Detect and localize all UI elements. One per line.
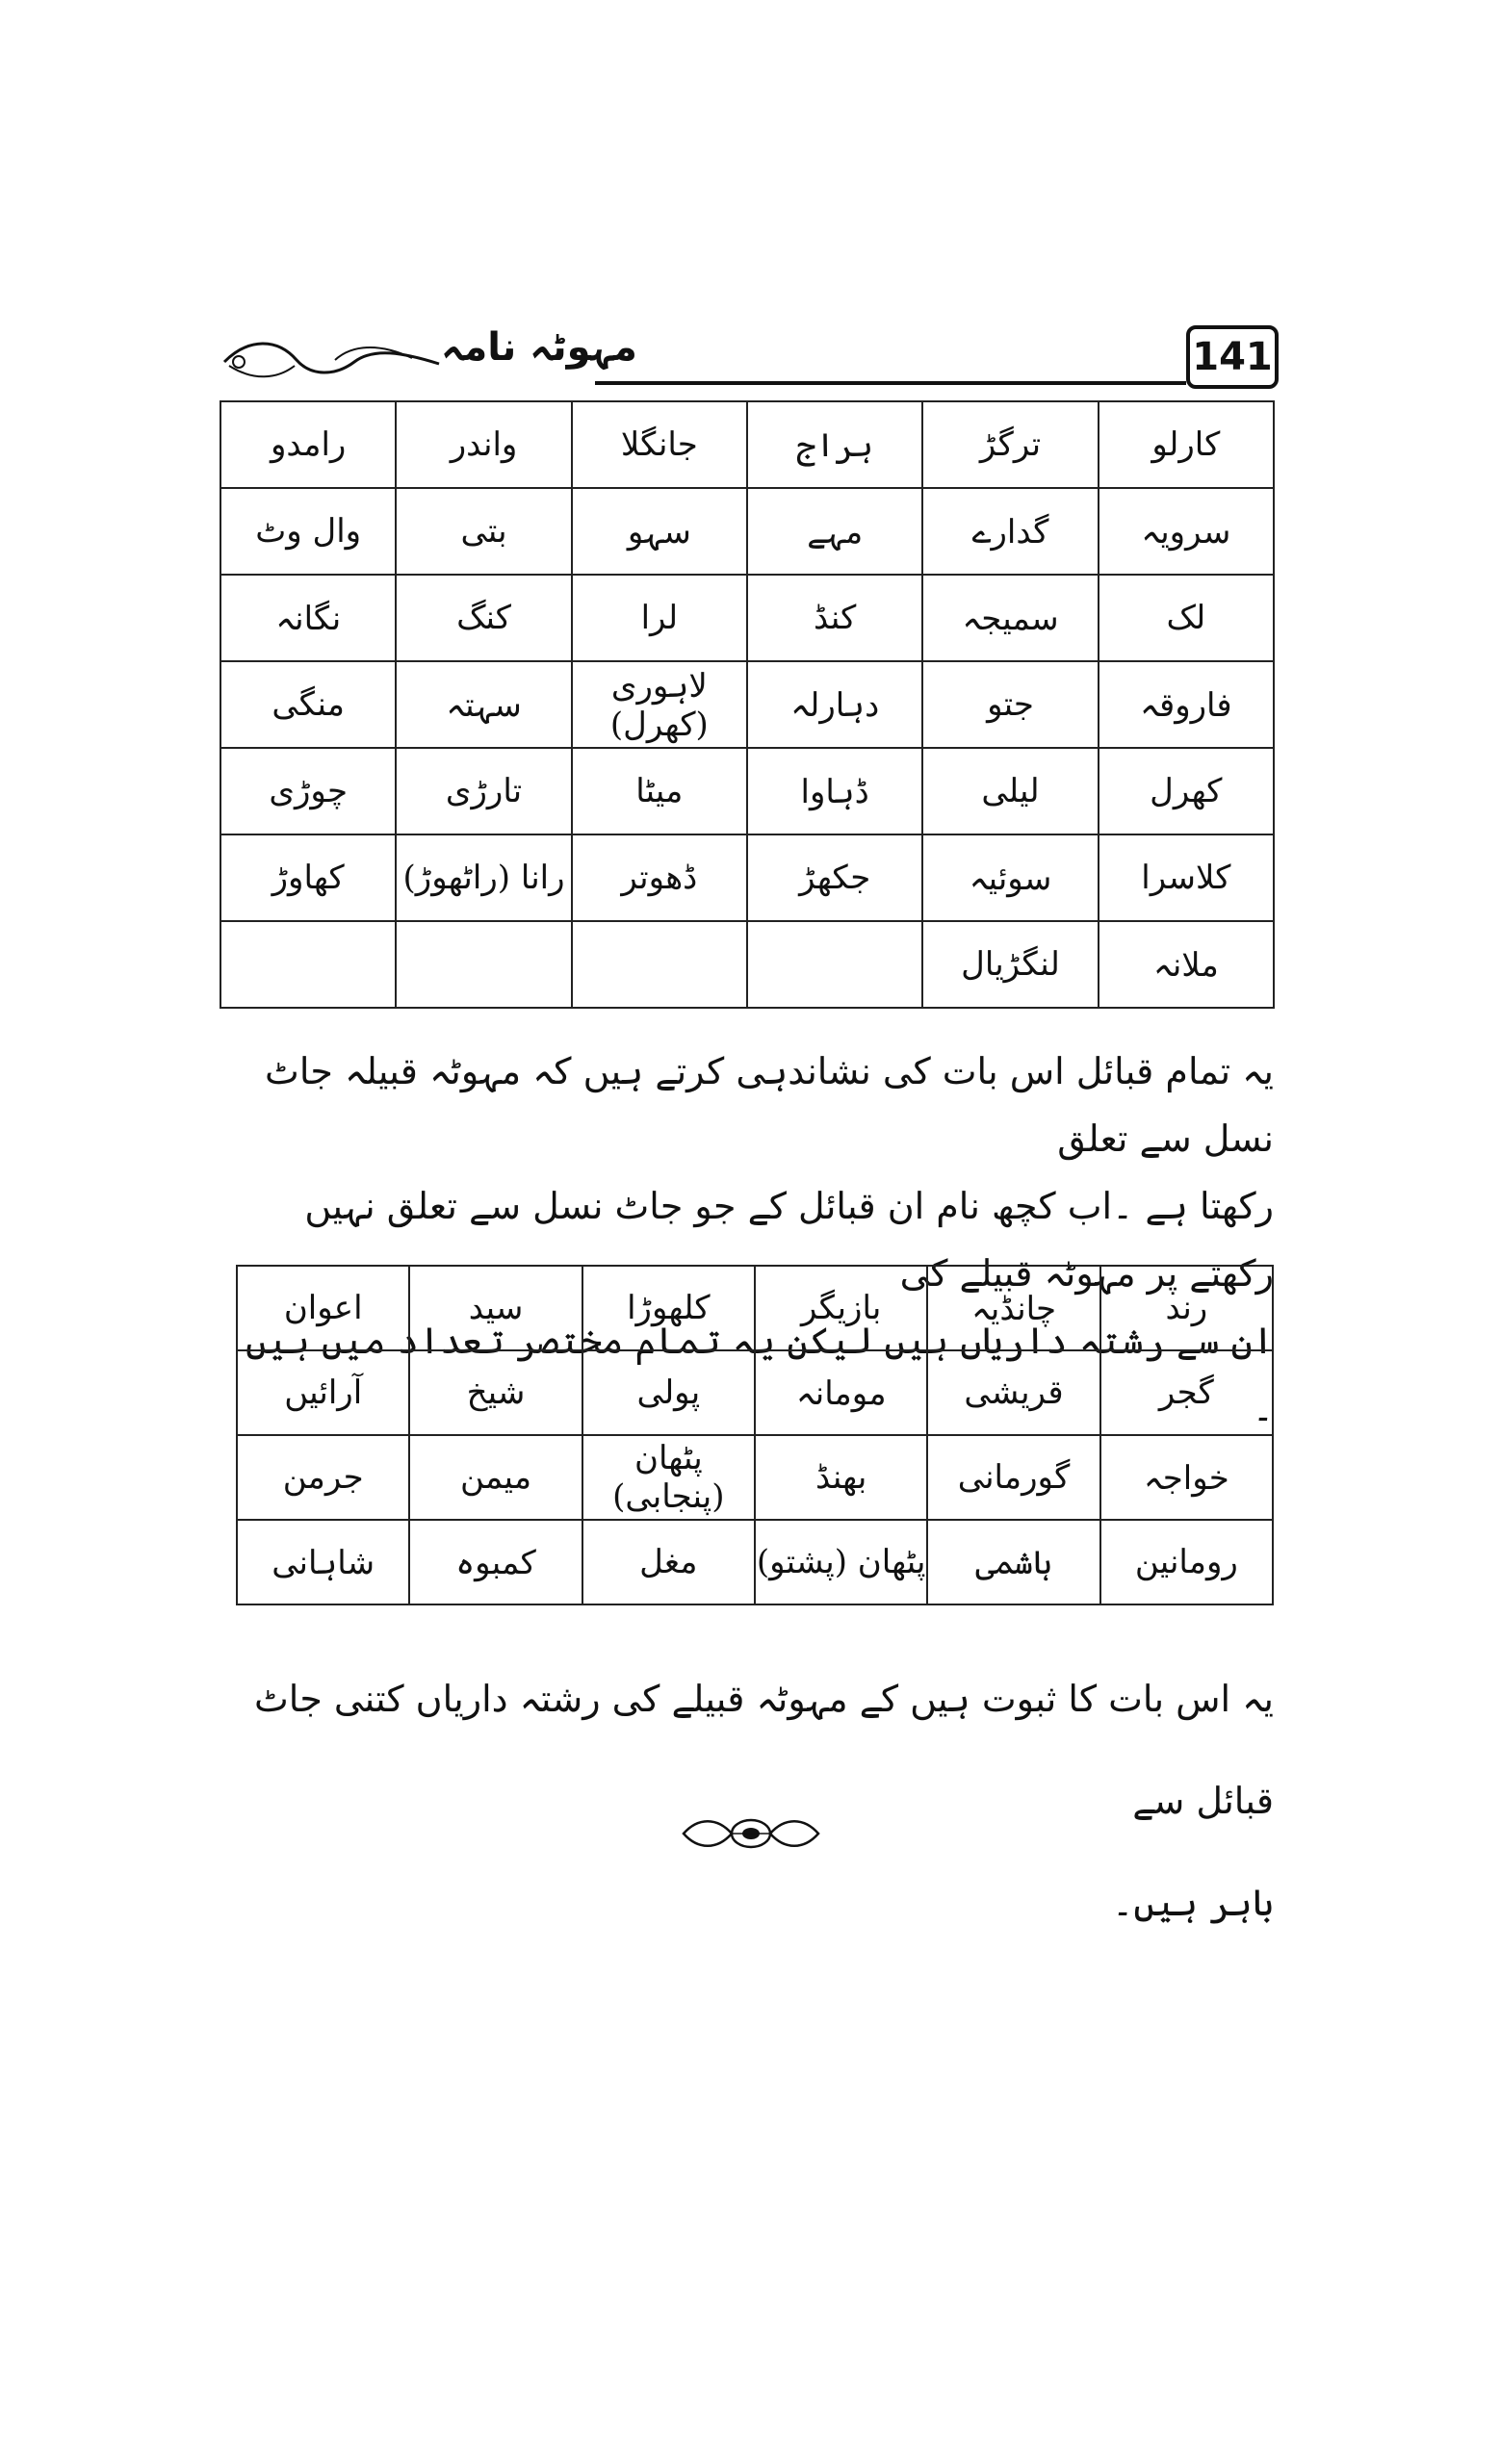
table-cell: فاروقہ	[1099, 661, 1274, 748]
table-cell: رانا (راٹھوڑ)	[396, 834, 571, 921]
table-cell: تارڑی	[396, 748, 571, 834]
table-cell: مغل	[582, 1520, 755, 1604]
tribes-table-2	[236, 1265, 1274, 1605]
table-cell: کنڈ	[747, 575, 922, 661]
paragraph-line: باہر ہیں۔	[1112, 1882, 1274, 1924]
table-cell: قریشی	[927, 1350, 1099, 1435]
table-cell: پولی	[582, 1350, 755, 1435]
table-cell: لرا	[572, 575, 747, 661]
table-cell: شاہانی	[237, 1520, 409, 1604]
table-cell	[747, 921, 922, 1008]
table-row	[220, 748, 1274, 834]
table-row	[237, 1350, 1273, 1435]
table-cell: لاہوری (کھرل)	[572, 661, 747, 748]
table-cell: سید	[409, 1266, 582, 1350]
table-cell: میٹا	[572, 748, 747, 834]
table-cell: پٹھان (پنجابی)	[582, 1435, 755, 1520]
table-cell: لیلی	[922, 748, 1098, 834]
table-cell: دہارلہ	[747, 661, 922, 748]
table-row	[220, 661, 1274, 748]
table-cell: بازیگر	[755, 1266, 927, 1350]
table-cell: پٹھان (پشتو)	[755, 1520, 927, 1604]
table-cell: لنگڑیال	[922, 921, 1098, 1008]
tribes-table-1	[220, 400, 1275, 1009]
paragraph-line: رکھتا ہے ۔اب کچھ نام ان قبائل کے جو جاٹ نسل سے تعلق نہیں رکھتے پر مہوٹہ قبیلے کی	[304, 1185, 1274, 1295]
table-cell: سمیجہ	[922, 575, 1098, 661]
table-cell: ہاشمی	[927, 1520, 1099, 1604]
table-cell: ہراج	[747, 401, 922, 488]
table-cell: نگانہ	[220, 575, 396, 661]
table-cell: چانڈیہ	[927, 1266, 1099, 1350]
table-cell: جتو	[922, 661, 1098, 748]
page-header	[220, 325, 1279, 398]
table-cell: کنگ	[396, 575, 571, 661]
table-cell	[220, 921, 396, 1008]
table-cell: ڈہاوا	[747, 748, 922, 834]
table-cell: کھاوڑ	[220, 834, 396, 921]
table-cell: شیخ	[409, 1350, 582, 1435]
table-cell: کمبوہ	[409, 1520, 582, 1604]
paragraph-line: ان سے رشتہ داریاں ہیں لیکن یہ تمام مختصر تعداد میں ہیں ۔	[245, 1320, 1274, 1429]
paragraph-conclusion	[224, 1648, 1274, 1954]
table-row	[237, 1520, 1273, 1604]
book-title: مہوٹہ نامہ	[441, 325, 637, 370]
table-cell: کھرل	[1099, 748, 1274, 834]
table-cell: واندر	[396, 401, 571, 488]
section-end-ornament-icon	[674, 1810, 828, 1858]
page-number: 141	[1186, 325, 1279, 389]
table-row	[220, 488, 1274, 575]
table-row	[220, 921, 1274, 1008]
table-cell: جکھڑ	[747, 834, 922, 921]
table-cell: ڈھوتر	[572, 834, 747, 921]
table-row	[220, 401, 1274, 488]
table-cell	[396, 921, 571, 1008]
table-cell: رامدو	[220, 401, 396, 488]
table-cell: گورمانی	[927, 1435, 1099, 1520]
table-cell: کارلو	[1099, 401, 1274, 488]
table-cell: بھنڈ	[755, 1435, 927, 1520]
table-cell: گدارے	[922, 488, 1098, 575]
table-cell: گجر	[1100, 1350, 1273, 1435]
table-cell: ترگڑ	[922, 401, 1098, 488]
table-cell: مہے	[747, 488, 922, 575]
table-cell: چوڑی	[220, 748, 396, 834]
table-cell: وال وٹ	[220, 488, 396, 575]
table-cell	[572, 921, 747, 1008]
table-cell: اعوان	[237, 1266, 409, 1350]
table-cell: سرویہ	[1099, 488, 1274, 575]
table-cell: بتی	[396, 488, 571, 575]
table-cell: خواجہ	[1100, 1435, 1273, 1520]
table-cell: میمن	[409, 1435, 582, 1520]
table-cell: رومانین	[1100, 1520, 1273, 1604]
table-cell: سوئیہ	[922, 834, 1098, 921]
paragraph-line: یہ تمام قبائل اس بات کی نشاندہی کرتے ہیں کہ مہوٹہ قبیلہ جاٹ نسل سے تعلق	[265, 1050, 1274, 1160]
table-cell: سہو	[572, 488, 747, 575]
table-row	[220, 834, 1274, 921]
table-cell: جرمن	[237, 1435, 409, 1520]
paragraph-line: یہ اس بات کا ثبوت ہیں کے مہوٹہ قبیلے کی رشتہ داریاں کتنی جاٹ قبائل سے	[253, 1678, 1274, 1822]
table-cell: کلاسرا	[1099, 834, 1274, 921]
header-rule	[595, 381, 1186, 385]
table-cell: جانگلا	[572, 401, 747, 488]
table-cell: کلھوڑا	[582, 1266, 755, 1350]
table-cell: سہتہ	[396, 661, 571, 748]
table-cell: مومانہ	[755, 1350, 927, 1435]
table-row	[220, 575, 1274, 661]
table-row	[237, 1266, 1273, 1350]
table-cell: لک	[1099, 575, 1274, 661]
table-row	[237, 1435, 1273, 1520]
header-ornament-icon	[220, 333, 441, 383]
table-cell: آرائیں	[237, 1350, 409, 1435]
table-cell: منگی	[220, 661, 396, 748]
table-cell: ملانہ	[1099, 921, 1274, 1008]
table-cell: رند	[1100, 1266, 1273, 1350]
